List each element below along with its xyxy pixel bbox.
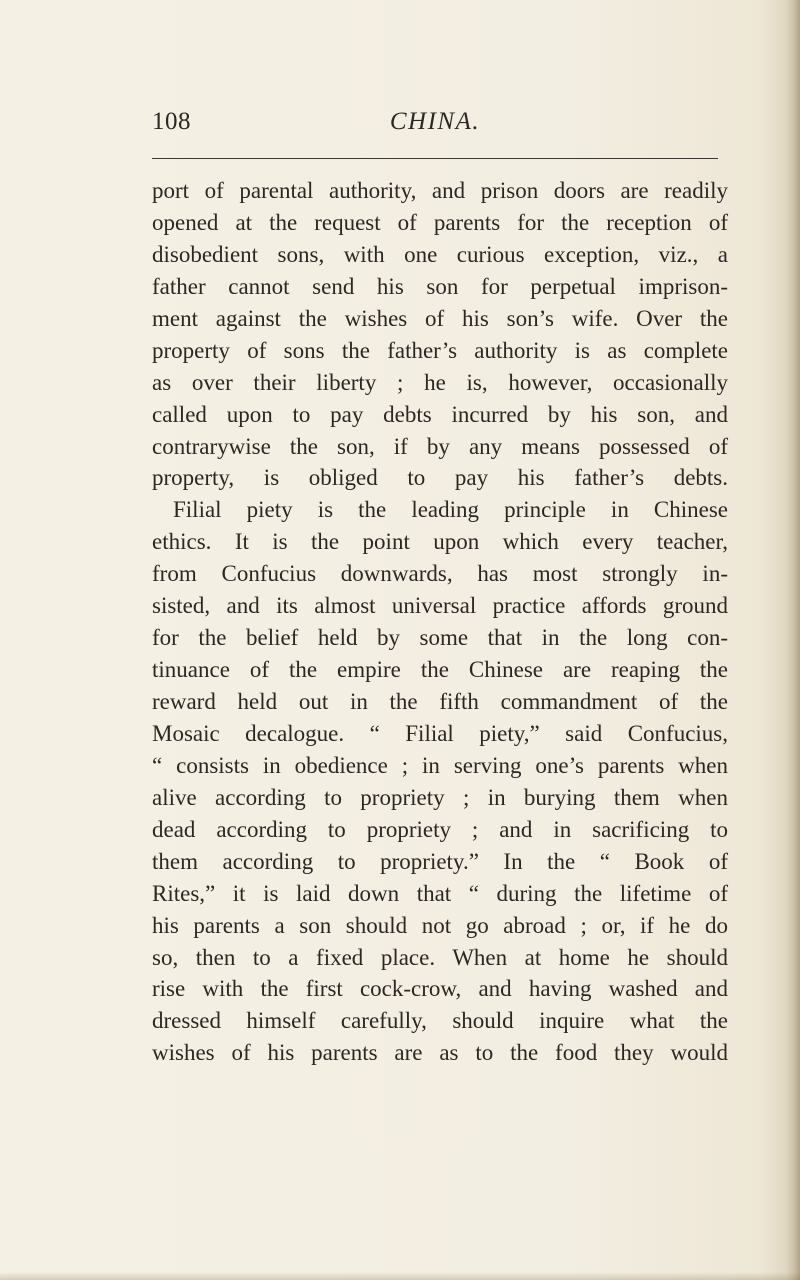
text-line: reward held out in the fifth commandment of the [152, 689, 728, 714]
text-line: from Confucius downwards, has most strongly in- [152, 561, 728, 587]
text-line: rise with the first cock-crow, and having washed and [152, 976, 728, 1002]
text-line: sisted, and its almost universal practice affords ground [152, 593, 728, 619]
body-text [152, 175, 728, 1069]
page-edge-shadow [786, 0, 800, 1280]
text-line: Mosaic decalogue. “ Filial piety,” said Confucius, [152, 720, 728, 746]
text-line: wishes of his parents are as to the food they would [152, 1040, 728, 1066]
text-line: opened at the request of parents for the reception of [152, 209, 728, 235]
page-header [152, 108, 718, 148]
text-line: for the belief held by some that in the long con- [152, 625, 728, 651]
text-line: disobedient sons, with one curious exception, viz., a [152, 241, 728, 267]
text-line: ethics. It is the point upon which every teacher, [152, 529, 728, 555]
text-line: property of sons the father’s authority is as complete [152, 337, 728, 363]
text-line: “ consists in obedience ; in serving one’s parents when [152, 752, 728, 778]
text-line: tinuance of the empire the Chinese are reaping the [152, 657, 728, 683]
text-line: his parents a son should not go abroad ; or, if he do [152, 912, 728, 938]
text-line: port of parental authority, and prison doors are readily [152, 178, 728, 203]
text-line: so, then to a fixed place. When at home he should [152, 944, 728, 970]
text-line: contrarywise the son, if by any means possessed of [152, 433, 728, 459]
text-line: Rites,” it is laid down that “ during the lifetime of [152, 880, 728, 906]
text-line: dead according to propriety ; and in sacrificing to [152, 816, 728, 842]
text-line: Filial piety is the leading principle in Chinese [173, 497, 728, 523]
running-head: CHINA. [389, 108, 481, 135]
header-rule [152, 158, 718, 159]
text-line: dressed himself carefully, should inquire what the [152, 1008, 728, 1034]
text-line: them according to propriety.” In the “ Book of [152, 848, 728, 874]
text-line: ment against the wishes of his son’s wife. Over the [152, 305, 728, 331]
text-line: called upon to pay debts incurred by his son, and [152, 401, 728, 427]
text-line: father cannot send his son for perpetual imprison- [152, 273, 728, 299]
text-line: as over their liberty ; he is, however, occasionally [152, 369, 728, 395]
page-bottom-shadow [0, 1272, 800, 1280]
text-line: alive according to propriety ; in burying them when [152, 784, 728, 810]
text-line: property, is obliged to pay his father’s debts. [152, 465, 728, 491]
page-number: 108 [152, 108, 191, 135]
